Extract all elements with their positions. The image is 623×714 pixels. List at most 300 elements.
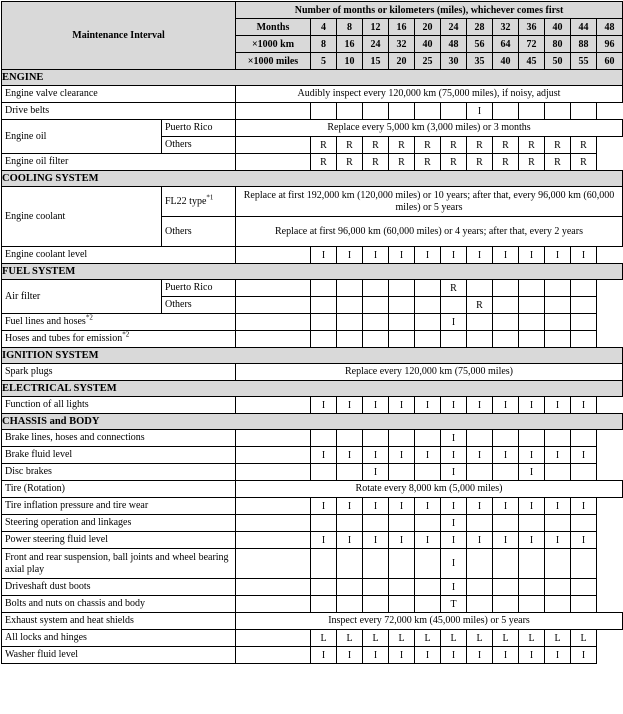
schedule-mark bbox=[311, 515, 337, 532]
item-variant bbox=[162, 217, 236, 247]
schedule-mark bbox=[571, 549, 597, 579]
blank-cell bbox=[236, 430, 311, 447]
schedule-mark bbox=[493, 515, 519, 532]
section-title: IGNITION SYSTEM bbox=[2, 348, 623, 364]
schedule-mark bbox=[311, 280, 337, 297]
schedule-mark: L bbox=[363, 630, 389, 647]
schedule-mark: I bbox=[389, 498, 415, 515]
schedule-mark bbox=[337, 103, 363, 120]
schedule-mark bbox=[415, 297, 441, 314]
item-name bbox=[2, 280, 162, 314]
interval-instruction: Audibly inspect every 120,000 km (75,000 miles), if noisy, adjust bbox=[236, 86, 623, 103]
schedule-mark: I bbox=[545, 498, 571, 515]
schedule-mark: R bbox=[441, 137, 467, 154]
header-interval-value: 88 bbox=[571, 36, 597, 53]
item-name bbox=[2, 515, 236, 532]
schedule-mark: I bbox=[571, 647, 597, 664]
schedule-mark: I bbox=[571, 397, 597, 414]
schedule-mark: I bbox=[311, 532, 337, 549]
header-interval-value: 5 bbox=[311, 53, 337, 70]
item-label: Bolts and nuts on chassis and body bbox=[5, 598, 145, 609]
schedule-mark bbox=[545, 331, 571, 348]
header-interval-value: 12 bbox=[363, 19, 389, 36]
header-interval-value: 28 bbox=[467, 19, 493, 36]
schedule-mark bbox=[571, 314, 597, 331]
schedule-mark bbox=[415, 430, 441, 447]
header-interval-value: 20 bbox=[389, 53, 415, 70]
schedule-mark bbox=[311, 596, 337, 613]
item-variant bbox=[162, 187, 236, 217]
header-interval-value: 24 bbox=[441, 19, 467, 36]
header-interval-value: 55 bbox=[571, 53, 597, 70]
schedule-mark: I bbox=[545, 397, 571, 414]
schedule-mark bbox=[545, 297, 571, 314]
item-name bbox=[2, 120, 162, 154]
schedule-mark: I bbox=[493, 647, 519, 664]
section-header-row bbox=[2, 171, 623, 187]
schedule-mark bbox=[415, 103, 441, 120]
item-label: Drive belts bbox=[5, 105, 50, 116]
schedule-mark: R bbox=[311, 154, 337, 171]
schedule-mark bbox=[311, 331, 337, 348]
item-name bbox=[2, 596, 236, 613]
item-label: Engine valve clearance bbox=[5, 88, 98, 99]
schedule-mark: I bbox=[337, 247, 363, 264]
schedule-mark bbox=[545, 579, 571, 596]
schedule-mark: I bbox=[389, 532, 415, 549]
item-row bbox=[2, 481, 623, 498]
item-label: Brake fluid level bbox=[5, 449, 73, 460]
schedule-mark bbox=[337, 549, 363, 579]
schedule-mark bbox=[545, 430, 571, 447]
schedule-mark bbox=[571, 579, 597, 596]
item-row bbox=[2, 596, 623, 613]
schedule-mark bbox=[389, 314, 415, 331]
schedule-mark bbox=[467, 549, 493, 579]
schedule-mark bbox=[571, 596, 597, 613]
schedule-mark: L bbox=[519, 630, 545, 647]
blank-cell bbox=[236, 549, 311, 579]
schedule-mark bbox=[363, 596, 389, 613]
schedule-mark bbox=[493, 549, 519, 579]
item-name bbox=[2, 86, 236, 103]
schedule-mark bbox=[363, 515, 389, 532]
blank-cell bbox=[236, 247, 311, 264]
schedule-mark: I bbox=[441, 579, 467, 596]
item-row bbox=[2, 154, 623, 171]
schedule-mark: I bbox=[519, 247, 545, 264]
schedule-mark: R bbox=[467, 297, 493, 314]
schedule-mark: I bbox=[467, 247, 493, 264]
schedule-mark bbox=[415, 331, 441, 348]
item-row bbox=[2, 647, 623, 664]
schedule-mark bbox=[519, 297, 545, 314]
header-interval-value: 32 bbox=[493, 19, 519, 36]
item-label: Air filter bbox=[5, 290, 41, 302]
header-interval-value: 80 bbox=[545, 36, 571, 53]
schedule-mark bbox=[519, 314, 545, 331]
schedule-mark bbox=[571, 103, 597, 120]
schedule-mark: I bbox=[493, 532, 519, 549]
item-label: Driveshaft dust boots bbox=[5, 581, 91, 592]
header-interval-value: 30 bbox=[441, 53, 467, 70]
schedule-mark bbox=[415, 515, 441, 532]
schedule-mark: R bbox=[363, 154, 389, 171]
item-label: Washer fluid level bbox=[5, 649, 79, 660]
blank-cell bbox=[236, 596, 311, 613]
header-interval-value: 25 bbox=[415, 53, 441, 70]
schedule-mark: I bbox=[519, 464, 545, 481]
schedule-mark: I bbox=[441, 515, 467, 532]
schedule-mark bbox=[493, 579, 519, 596]
item-row bbox=[2, 447, 623, 464]
schedule-mark bbox=[441, 297, 467, 314]
header-interval-value: 10 bbox=[337, 53, 363, 70]
item-row bbox=[2, 532, 623, 549]
item-label: Spark plugs bbox=[5, 366, 53, 377]
schedule-mark: I bbox=[467, 532, 493, 549]
header-unit-label: Months bbox=[236, 19, 311, 36]
blank-cell bbox=[236, 314, 311, 331]
interval-instruction: Replace at first 96,000 km (60,000 miles) or 4 years; after that, every 2 years bbox=[236, 217, 623, 247]
header-interval-value: 35 bbox=[467, 53, 493, 70]
header-interval-value: 50 bbox=[545, 53, 571, 70]
item-row bbox=[2, 613, 623, 630]
item-name bbox=[2, 549, 236, 579]
schedule-mark: T bbox=[441, 596, 467, 613]
schedule-mark bbox=[337, 464, 363, 481]
schedule-mark: I bbox=[545, 532, 571, 549]
variant-label: FL22 type bbox=[165, 195, 207, 207]
item-label: Power steering fluid level bbox=[5, 534, 109, 545]
schedule-mark: R bbox=[415, 154, 441, 171]
schedule-mark bbox=[389, 103, 415, 120]
item-label: Disc brakes bbox=[5, 466, 52, 477]
schedule-mark bbox=[493, 596, 519, 613]
header-interval-value: 96 bbox=[597, 36, 623, 53]
item-variant bbox=[162, 280, 236, 297]
item-name bbox=[2, 481, 236, 498]
header-unit-label: ×1000 km bbox=[236, 36, 311, 53]
schedule-mark: I bbox=[467, 397, 493, 414]
schedule-mark: I bbox=[389, 647, 415, 664]
schedule-mark: R bbox=[519, 154, 545, 171]
schedule-mark: I bbox=[441, 314, 467, 331]
footnote-marker: *2 bbox=[85, 313, 93, 322]
schedule-mark: I bbox=[363, 532, 389, 549]
schedule-mark: R bbox=[389, 137, 415, 154]
section-header-row bbox=[2, 381, 623, 397]
header-interval-value: 64 bbox=[493, 36, 519, 53]
schedule-mark bbox=[493, 280, 519, 297]
schedule-mark bbox=[519, 596, 545, 613]
schedule-mark: I bbox=[415, 532, 441, 549]
schedule-mark: I bbox=[311, 498, 337, 515]
schedule-mark: L bbox=[545, 630, 571, 647]
item-name bbox=[2, 397, 236, 414]
schedule-mark bbox=[415, 280, 441, 297]
schedule-mark bbox=[311, 297, 337, 314]
blank-cell bbox=[236, 280, 311, 297]
blank-cell bbox=[236, 464, 311, 481]
schedule-mark bbox=[467, 464, 493, 481]
schedule-mark: I bbox=[493, 247, 519, 264]
schedule-mark: I bbox=[571, 447, 597, 464]
blank-cell bbox=[236, 647, 311, 664]
schedule-mark bbox=[337, 515, 363, 532]
item-name bbox=[2, 647, 236, 664]
schedule-mark: I bbox=[389, 397, 415, 414]
schedule-mark: I bbox=[415, 397, 441, 414]
header-interval-value: 24 bbox=[363, 36, 389, 53]
item-row bbox=[2, 280, 623, 297]
header-interval-value: 72 bbox=[519, 36, 545, 53]
blank-cell bbox=[236, 137, 311, 154]
section-title: CHASSIS and BODY bbox=[2, 414, 623, 430]
schedule-mark: R bbox=[337, 154, 363, 171]
schedule-mark bbox=[415, 464, 441, 481]
schedule-mark bbox=[337, 579, 363, 596]
header-interval-value: 8 bbox=[337, 19, 363, 36]
schedule-mark bbox=[363, 549, 389, 579]
item-row bbox=[2, 515, 623, 532]
maintenance-schedule-table bbox=[1, 1, 623, 664]
schedule-mark bbox=[337, 280, 363, 297]
schedule-mark: I bbox=[337, 532, 363, 549]
schedule-mark bbox=[545, 314, 571, 331]
header-interval-value: 36 bbox=[519, 19, 545, 36]
schedule-mark bbox=[467, 280, 493, 297]
schedule-mark bbox=[389, 331, 415, 348]
item-name bbox=[2, 447, 236, 464]
schedule-mark: I bbox=[545, 647, 571, 664]
variant-label: Puerto Rico bbox=[165, 122, 213, 133]
schedule-mark bbox=[363, 331, 389, 348]
blank-cell bbox=[236, 579, 311, 596]
item-row bbox=[2, 314, 623, 331]
item-variant bbox=[162, 120, 236, 137]
header-interval-value: 45 bbox=[519, 53, 545, 70]
item-variant bbox=[162, 297, 236, 314]
schedule-mark: L bbox=[389, 630, 415, 647]
blank-cell bbox=[236, 297, 311, 314]
schedule-mark bbox=[571, 464, 597, 481]
schedule-mark bbox=[467, 596, 493, 613]
header-unit-label: ×1000 miles bbox=[236, 53, 311, 70]
header-interval-value: 32 bbox=[389, 36, 415, 53]
schedule-mark bbox=[493, 297, 519, 314]
schedule-mark: I bbox=[519, 647, 545, 664]
item-label: Steering operation and linkages bbox=[5, 517, 132, 528]
item-label: Engine oil bbox=[5, 130, 47, 142]
schedule-mark bbox=[545, 280, 571, 297]
schedule-mark: L bbox=[311, 630, 337, 647]
item-row bbox=[2, 187, 623, 217]
schedule-mark: R bbox=[389, 154, 415, 171]
schedule-mark bbox=[493, 103, 519, 120]
footnote-marker: *2 bbox=[122, 330, 130, 339]
schedule-mark: I bbox=[441, 430, 467, 447]
schedule-mark: R bbox=[467, 154, 493, 171]
schedule-mark: I bbox=[389, 447, 415, 464]
interval-note-header: Number of months or kilometers (miles), whichever comes first bbox=[236, 2, 623, 19]
schedule-mark: R bbox=[493, 137, 519, 154]
schedule-mark: I bbox=[337, 447, 363, 464]
schedule-mark: I bbox=[363, 447, 389, 464]
item-name bbox=[2, 247, 236, 264]
item-name bbox=[2, 613, 236, 630]
item-label: Brake lines, hoses and connections bbox=[5, 432, 145, 443]
schedule-mark: R bbox=[441, 154, 467, 171]
schedule-mark: R bbox=[441, 280, 467, 297]
schedule-mark bbox=[311, 103, 337, 120]
schedule-mark bbox=[389, 297, 415, 314]
schedule-mark: I bbox=[571, 498, 597, 515]
item-label: Engine oil filter bbox=[5, 156, 69, 167]
schedule-mark bbox=[441, 331, 467, 348]
header-row-top bbox=[2, 2, 623, 19]
schedule-mark bbox=[337, 596, 363, 613]
schedule-mark bbox=[519, 430, 545, 447]
schedule-mark: R bbox=[571, 137, 597, 154]
schedule-mark: L bbox=[337, 630, 363, 647]
item-name bbox=[2, 630, 236, 647]
header-interval-value: 44 bbox=[571, 19, 597, 36]
item-row bbox=[2, 364, 623, 381]
schedule-mark: R bbox=[493, 154, 519, 171]
schedule-mark: I bbox=[415, 498, 441, 515]
schedule-mark bbox=[493, 430, 519, 447]
schedule-mark: I bbox=[441, 464, 467, 481]
item-row bbox=[2, 630, 623, 647]
item-label: Function of all lights bbox=[5, 399, 89, 410]
header-interval-value: 48 bbox=[597, 19, 623, 36]
schedule-mark: I bbox=[441, 549, 467, 579]
variant-label: Others bbox=[165, 299, 192, 310]
schedule-mark bbox=[363, 579, 389, 596]
item-name bbox=[2, 498, 236, 515]
schedule-mark: I bbox=[311, 447, 337, 464]
blank-cell bbox=[236, 331, 311, 348]
schedule-mark: L bbox=[493, 630, 519, 647]
item-row bbox=[2, 120, 623, 137]
schedule-mark bbox=[311, 314, 337, 331]
schedule-mark: R bbox=[467, 137, 493, 154]
schedule-mark: I bbox=[311, 397, 337, 414]
schedule-mark: I bbox=[415, 647, 441, 664]
schedule-mark bbox=[519, 280, 545, 297]
schedule-mark bbox=[389, 579, 415, 596]
interval-instruction: Replace every 120,000 km (75,000 miles) bbox=[236, 364, 623, 381]
schedule-mark bbox=[467, 430, 493, 447]
header-interval-value: 15 bbox=[363, 53, 389, 70]
schedule-mark bbox=[415, 579, 441, 596]
schedule-mark: I bbox=[311, 247, 337, 264]
item-row bbox=[2, 397, 623, 414]
header-interval-value: 16 bbox=[337, 36, 363, 53]
item-name bbox=[2, 331, 236, 348]
schedule-mark bbox=[311, 579, 337, 596]
schedule-mark: I bbox=[467, 447, 493, 464]
schedule-mark bbox=[519, 549, 545, 579]
item-label: Engine coolant bbox=[5, 210, 66, 222]
item-label: All locks and hinges bbox=[5, 632, 87, 643]
schedule-mark bbox=[545, 515, 571, 532]
schedule-mark bbox=[389, 515, 415, 532]
schedule-mark: I bbox=[441, 397, 467, 414]
schedule-mark: I bbox=[363, 397, 389, 414]
header-interval-value: 40 bbox=[415, 36, 441, 53]
schedule-mark: I bbox=[493, 397, 519, 414]
schedule-mark: I bbox=[545, 447, 571, 464]
schedule-mark bbox=[571, 297, 597, 314]
schedule-mark: L bbox=[441, 630, 467, 647]
item-row bbox=[2, 549, 623, 579]
schedule-mark bbox=[363, 103, 389, 120]
schedule-mark: I bbox=[363, 647, 389, 664]
schedule-mark: I bbox=[467, 647, 493, 664]
schedule-mark: I bbox=[441, 647, 467, 664]
schedule-mark: I bbox=[441, 247, 467, 264]
item-label: Front and rear suspension, ball joints and wheel bearing axial play bbox=[5, 551, 229, 575]
schedule-mark bbox=[493, 314, 519, 331]
item-row bbox=[2, 430, 623, 447]
section-title: ELECTRICAL SYSTEM bbox=[2, 381, 623, 397]
item-row bbox=[2, 103, 623, 120]
schedule-mark bbox=[337, 297, 363, 314]
header-interval-value: 4 bbox=[311, 19, 337, 36]
schedule-mark bbox=[363, 314, 389, 331]
blank-cell bbox=[236, 515, 311, 532]
item-row bbox=[2, 247, 623, 264]
item-name bbox=[2, 364, 236, 381]
schedule-mark bbox=[389, 280, 415, 297]
schedule-mark: I bbox=[519, 397, 545, 414]
schedule-mark: I bbox=[519, 532, 545, 549]
schedule-mark bbox=[519, 103, 545, 120]
blank-cell bbox=[236, 397, 311, 414]
schedule-mark: R bbox=[363, 137, 389, 154]
item-name bbox=[2, 314, 236, 331]
schedule-mark: I bbox=[415, 447, 441, 464]
schedule-mark: L bbox=[571, 630, 597, 647]
schedule-mark bbox=[415, 596, 441, 613]
schedule-mark bbox=[519, 515, 545, 532]
schedule-mark bbox=[415, 314, 441, 331]
schedule-mark: R bbox=[337, 137, 363, 154]
schedule-mark: I bbox=[519, 447, 545, 464]
item-name bbox=[2, 103, 236, 120]
item-label: Fuel lines and hoses bbox=[5, 316, 86, 327]
schedule-mark: R bbox=[571, 154, 597, 171]
schedule-mark bbox=[337, 331, 363, 348]
item-name bbox=[2, 187, 162, 247]
schedule-mark bbox=[545, 103, 571, 120]
schedule-mark bbox=[571, 515, 597, 532]
section-header-row bbox=[2, 70, 623, 86]
schedule-mark bbox=[389, 596, 415, 613]
schedule-mark bbox=[389, 430, 415, 447]
schedule-mark bbox=[493, 331, 519, 348]
item-label: Hoses and tubes for emission bbox=[5, 333, 123, 344]
item-label: Tire (Rotation) bbox=[5, 483, 65, 494]
schedule-mark bbox=[545, 596, 571, 613]
header-interval-value: 16 bbox=[389, 19, 415, 36]
schedule-mark: I bbox=[493, 498, 519, 515]
schedule-mark: R bbox=[311, 137, 337, 154]
schedule-mark: I bbox=[337, 647, 363, 664]
footnote-marker: *1 bbox=[206, 193, 214, 202]
